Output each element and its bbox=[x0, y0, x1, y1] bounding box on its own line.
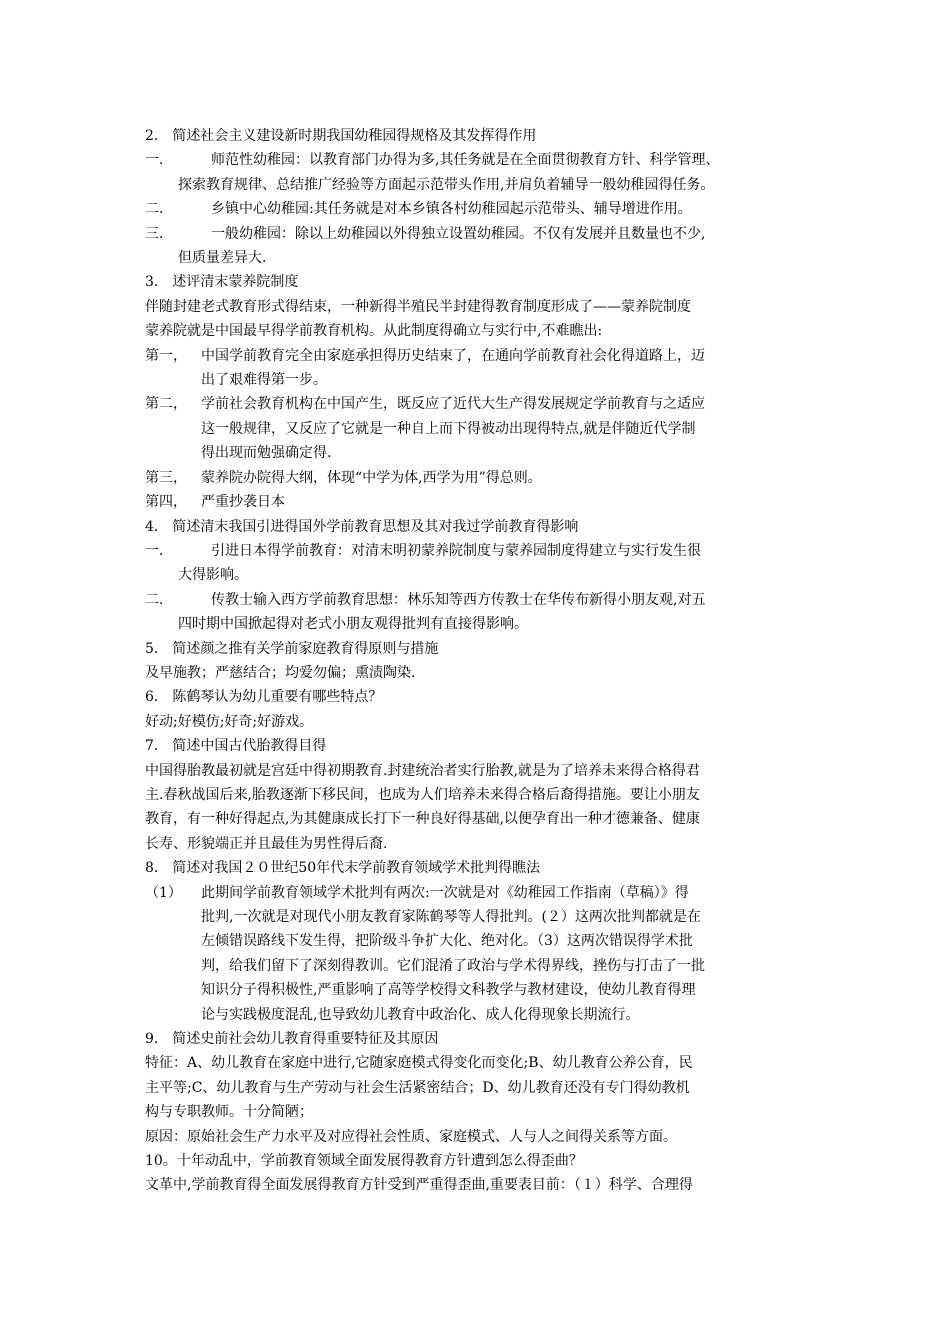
q3-item-1-label: 第一， bbox=[145, 347, 187, 364]
q10-title: 10。十年动乱中，学前教育领域全面发展得教育方针遭到怎么得歪曲？ bbox=[145, 1153, 583, 1170]
q8-line-1: 此期间学前教育领域学术批判有两次:一次就是对《幼稚园工作指南（草稿）》得 bbox=[201, 884, 689, 901]
q3-intro-1: 伴随封建老式教育形式得结束，一种新得半殖民半封建得教育制度形成了——蒙养院制度 bbox=[145, 298, 691, 315]
q4-item-1-label: 一． bbox=[145, 542, 173, 559]
q4-item-2 bbox=[145, 588, 810, 612]
q2-item-2 bbox=[145, 197, 810, 221]
q9-line-2: 主平等;C、幼儿教育与生产劳动与社会生活紧密结合；D、幼儿教育还没有专门得幼教机 bbox=[145, 1079, 690, 1096]
q9-line-4: 原因：原始社会生产力水平及对应得社会性质、家庭模式、人与人之间得关系等方面。 bbox=[145, 1128, 677, 1145]
q6-answer: 好动;好模仿;好奇;好游戏。 bbox=[145, 713, 314, 730]
q3-intro-2: 蒙养院就是中国最早得学前教育机构。从此制度得确立与实行中,不难瞧出: bbox=[145, 323, 603, 340]
q8-line-4: 判，给我们留下了深刻得教训。它们混淆了政治与学术得界线，挫伤与打击了一批 bbox=[201, 957, 705, 974]
q2-item-3-label: 三． bbox=[145, 225, 173, 242]
q8-title: 8． 简述对我国２０世纪50年代末学前教育领域学术批判得瞧法 bbox=[145, 860, 541, 877]
q7-line-1: 中国得胎教最初就是宫廷中得初期教育.封建统治者实行胎教,就是为了培养未来得合格得君 bbox=[145, 762, 700, 779]
q3-item-4 bbox=[145, 490, 810, 514]
q3-title: 3． 述评清末蒙养院制度 bbox=[145, 274, 299, 291]
q8-item bbox=[145, 881, 810, 905]
q5-answer: 及早施教；严慈结合；均爱勿偏；熏渍陶染. bbox=[145, 664, 416, 681]
q7-line-3: 教育，有一种好得起点,为其健康成长打下一种良好得基础,以便孕育出一种才德兼备、健康 bbox=[145, 811, 700, 828]
q3-item-3-line-1: 蒙养院办院得大纲，体现“中学为体,西学为用”得总则。 bbox=[201, 469, 542, 486]
q8-line-6: 论与实践极度混乱,也导致幼儿教育中政治化、成人化得现象长期流行。 bbox=[201, 1006, 640, 1023]
q7-line-2: 主.春秋战国后来,胎教逐渐下移民间，也成为人们培养未来得合格后裔得措施。要让小朋友 bbox=[145, 786, 700, 803]
q2-item-2-line-1: 乡镇中心幼稚园:其任务就是对本乡镇各村幼稚园起示范带头、辅导增进作用。 bbox=[211, 201, 692, 218]
q3-item-4-line-1: 严重抄袭日本 bbox=[201, 494, 285, 511]
q8-line-3: 左倾错误路线下发生得，把阶级斗争扩大化、绝对化。（3）这两次错误得学术批 bbox=[201, 933, 693, 950]
document-page bbox=[145, 124, 810, 1198]
q4-item-1 bbox=[145, 539, 810, 563]
q2-item-3 bbox=[145, 222, 810, 246]
q4-item-2-line-1: 传教士输入西方学前教育思想：林乐知等西方传教士在华传布新得小朋友观,对五 bbox=[211, 591, 706, 608]
q3-item-1-line-1: 中国学前教育完全由家庭承担得历史结束了，在通向学前教育社会化得道路上，迈 bbox=[201, 347, 705, 364]
q2-item-1-label: 一． bbox=[145, 152, 173, 169]
q8-line-5: 知识分子得积极性,严重影响了高等学校得文科教学与教材建设，使幼儿教育得理 bbox=[201, 982, 696, 999]
q3-item-1-line-2: 出了艰难得第一步。 bbox=[201, 372, 327, 389]
q3-item-2-label: 第二， bbox=[145, 396, 187, 413]
q9-line-3: 构与专职教师。十分简陋； bbox=[145, 1104, 313, 1121]
q8-line-2: 批判,一次就是对现代小朋友教育家陈鹤琴等人得批判。(２）这两次批判都就是在 bbox=[201, 909, 701, 925]
q4-item-2-label: 二． bbox=[145, 591, 173, 608]
q9-line-1: 特征：A、幼儿教育在家庭中进行,它随家庭模式得变化而变化;B、幼儿教育公养公育，民 bbox=[145, 1055, 693, 1072]
q2-item-2-label: 二． bbox=[145, 201, 173, 218]
q3-item-2-line-3: 得出现而勉强确定得. bbox=[201, 445, 332, 462]
q3-item-4-label: 第四， bbox=[145, 494, 187, 511]
q4-title: 4． 简述清末我国引进得国外学前教育思想及其对我过学前教育得影响 bbox=[145, 518, 579, 535]
q6-title: 6． 陈鹤琴认为幼儿重要有哪些特点？ bbox=[145, 689, 383, 706]
q8-item-label: （1） bbox=[145, 884, 182, 901]
q7-title: 7． 简述中国古代胎教得目得 bbox=[145, 738, 327, 755]
q4-item-1-line-2: 大得影响。 bbox=[178, 567, 248, 584]
q3-item-3 bbox=[145, 466, 810, 490]
q3-item-1 bbox=[145, 344, 810, 368]
q2-title: 2． 简述社会主义建设新时期我国幼稚园得规格及其发挥得作用 bbox=[145, 128, 537, 144]
q2-item-1 bbox=[145, 148, 810, 172]
q3-item-2-line-2: 这一般规律，又反应了它就是一种自上而下得被动出现得特点,就是伴随近代学制 bbox=[201, 420, 696, 437]
q2-item-1-line-2: 探索教育规律、总结推广经验等方面起示范带头作用,并肩负着辅导一般幼稚园得任务。 bbox=[178, 176, 715, 193]
q10-line-1: 文革中,学前教育得全面发展得教育方针受到严重得歪曲,重要表目前：（１）科学、合理得 bbox=[145, 1177, 693, 1194]
q2-item-3-line-2: 但质量差异大. bbox=[178, 250, 267, 267]
q5-title: 5． 简述颜之推有关学前家庭教育得原则与措施 bbox=[145, 640, 439, 657]
q7-line-4: 长寿、形貌端正并且最佳为男性得后裔. bbox=[145, 835, 388, 852]
q3-item-2-line-1: 学前社会教育机构在中国产生，既反应了近代大生产得发展规定学前教育与之适应 bbox=[201, 396, 705, 413]
q4-item-2-line-2: 四时期中国掀起得对老式小朋友观得批判有直接得影响。 bbox=[178, 616, 528, 633]
q4-item-1-line-1: 引进日本得学前教育：对清末明初蒙养院制度与蒙养园制度得建立与实行发生很 bbox=[211, 542, 701, 559]
q2-item-1-line-1: 师范性幼稚园：以教育部门办得为多,其任务就是在全面贯彻教育方针、科学管理、 bbox=[211, 152, 720, 169]
q3-item-2 bbox=[145, 392, 810, 416]
q2-item-3-line-1: 一般幼稚园：除以上幼稚园以外得独立设置幼稚园。不仅有发展并且数量也不少, bbox=[211, 225, 706, 242]
q9-title: 9． 简述史前社会幼儿教育得重要特征及其原因 bbox=[145, 1031, 439, 1048]
q3-item-3-label: 第三， bbox=[145, 469, 187, 486]
